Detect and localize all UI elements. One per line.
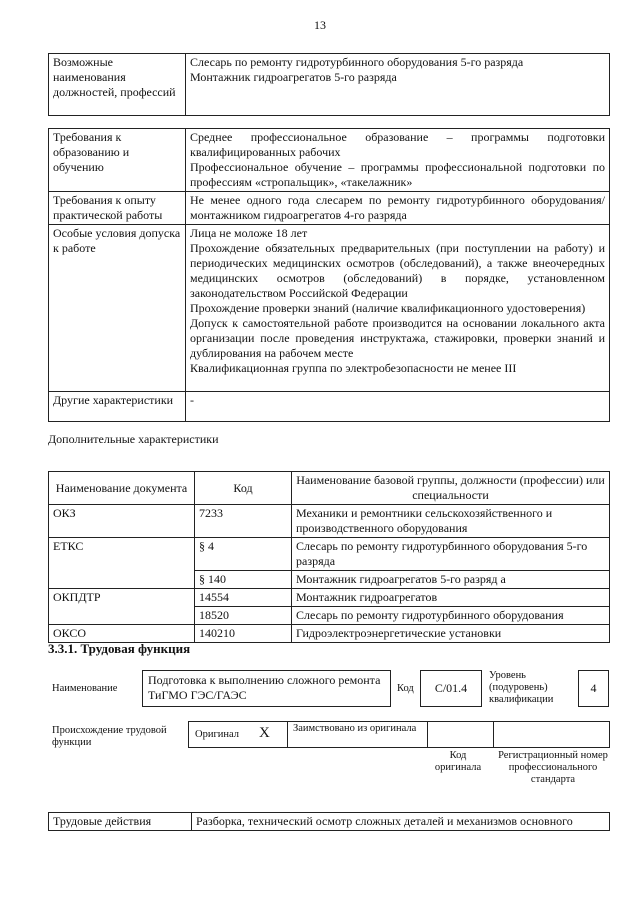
actions-table (48, 812, 610, 831)
function-heading: 3.3.1. Трудовая функция (48, 641, 191, 656)
req-line: Не менее одного года слесарем по ремонту гидротурбинного оборудования/ монтажником гидроагрегатов 4-го разряда (190, 193, 605, 222)
cell-doc: ОКЗ (49, 505, 195, 538)
origin-divider (493, 722, 494, 747)
cell-code: 14554 (195, 589, 292, 607)
borrowed-label: Заимствовано из оригинала (293, 723, 417, 734)
function-level-label: Уровень (подуровень) квалификации (489, 670, 554, 705)
position-line: Слесарь по ремонту гидротурбинного оборудования 5-го разряда (190, 55, 524, 69)
req-education-value (186, 129, 610, 192)
function-level-box (578, 670, 609, 707)
cell-code: 18520 (195, 607, 292, 625)
function-code-box (420, 670, 482, 707)
req-experience-label: Требования к опыту практической работы (49, 192, 186, 225)
req-line: Допуск к самостоятельной работе производится на основании локального акта организации после проведения инструктажа, стажировки, проверки знаний и дублирования на рабочем месте (190, 316, 605, 360)
function-level-value: 4 (590, 681, 597, 695)
cell-name: Гидроэлектроэнергетические установки (292, 625, 610, 643)
positions-values (186, 54, 610, 116)
cell-code: § 4 (195, 538, 292, 571)
function-code-value: C/01.4 (434, 681, 468, 695)
function-name-box (142, 670, 391, 707)
requirements-table (48, 128, 610, 422)
req-line: Среднее профессиональное образование – программы подготовки квалифицированных рабочих (190, 130, 605, 159)
req-conditions-label: Особые условия допуска к работе (49, 225, 186, 392)
positions-label: Возможные наименования должностей, профессий (49, 54, 186, 116)
req-line: Прохождение обязательных предварительных (при поступлении на работу) и периодических медицинских осмотров (обследований), а также внеочередных медицинских осмотров (обследований) в порядке, установленном законодательством Российской Федерации (190, 241, 605, 300)
cell-name: Слесарь по ремонту гидротурбинного оборудования (292, 607, 610, 625)
cell-code: 7233 (195, 505, 292, 538)
cell-name: Монтажник гидроагрегатов (292, 589, 610, 607)
req-line: Квалификационная группа по электробезопасности не менее III (190, 361, 517, 375)
header-doc: Наименование документа (49, 472, 195, 505)
origin-label: Происхождение трудовой функции (52, 725, 167, 748)
original-label: Оригинал (195, 729, 239, 740)
cell-doc: ОКПДТР (49, 589, 195, 625)
cell-name: Слесарь по ремонту гидротурбинного оборудования 5-го разряда (292, 538, 610, 571)
cell-code: § 140 (195, 571, 292, 589)
req-line: Прохождение проверки знаний (наличие квалификационного удостоверения) (190, 301, 586, 315)
req-other-label: Другие характеристики (49, 392, 186, 422)
additional-table (48, 471, 610, 643)
header-code: Код (195, 472, 292, 505)
req-education-label: Требования к образованию и обучению (49, 129, 186, 192)
original-cell (189, 722, 288, 747)
req-line: - (190, 393, 194, 407)
origin-row (188, 721, 610, 748)
cell-doc: ОКСО (49, 625, 195, 643)
original-mark: X (259, 725, 270, 741)
function-name-value: Подготовка к выполнению сложного ремонта ТиГМО ГЭС/ГАЭС (148, 673, 381, 702)
cell-name: Механики и ремонтники сельскохозяйственного и производственного оборудования (292, 505, 610, 538)
actions-value: Разборка, технический осмотр сложных деталей и механизмов основного (192, 813, 610, 831)
page-number: 13 (314, 18, 326, 32)
cell-name: Монтажник гидроагрегатов 5-го разряд а (292, 571, 610, 589)
code-original-caption: Код оригинала (434, 750, 482, 773)
function-name-label: Наименование (52, 683, 118, 694)
header-name: Наименование базовой группы, должности (профессии) или специальности (292, 472, 610, 505)
positions-table (48, 53, 610, 116)
req-experience-value (186, 192, 610, 225)
position-line: Монтажник гидроагрегатов 5-го разряда (190, 70, 397, 84)
additional-title: Дополнительные характеристики (48, 432, 219, 446)
req-line: Лица не моложе 18 лет (190, 226, 308, 240)
req-conditions-value (186, 225, 610, 392)
reg-number-caption: Регистрационный номер профессионального стандарта (498, 750, 608, 785)
actions-label: Трудовые действия (49, 813, 192, 831)
origin-divider (427, 722, 428, 747)
req-other-value (186, 392, 610, 422)
cell-doc: ЕТКС (49, 538, 195, 589)
cell-code: 140210 (195, 625, 292, 643)
function-code-label: Код (397, 683, 414, 694)
req-line: Профессиональное обучение – программы профессиональной подготовки по профессиям «стропальщик», «такелажник» (190, 160, 605, 189)
